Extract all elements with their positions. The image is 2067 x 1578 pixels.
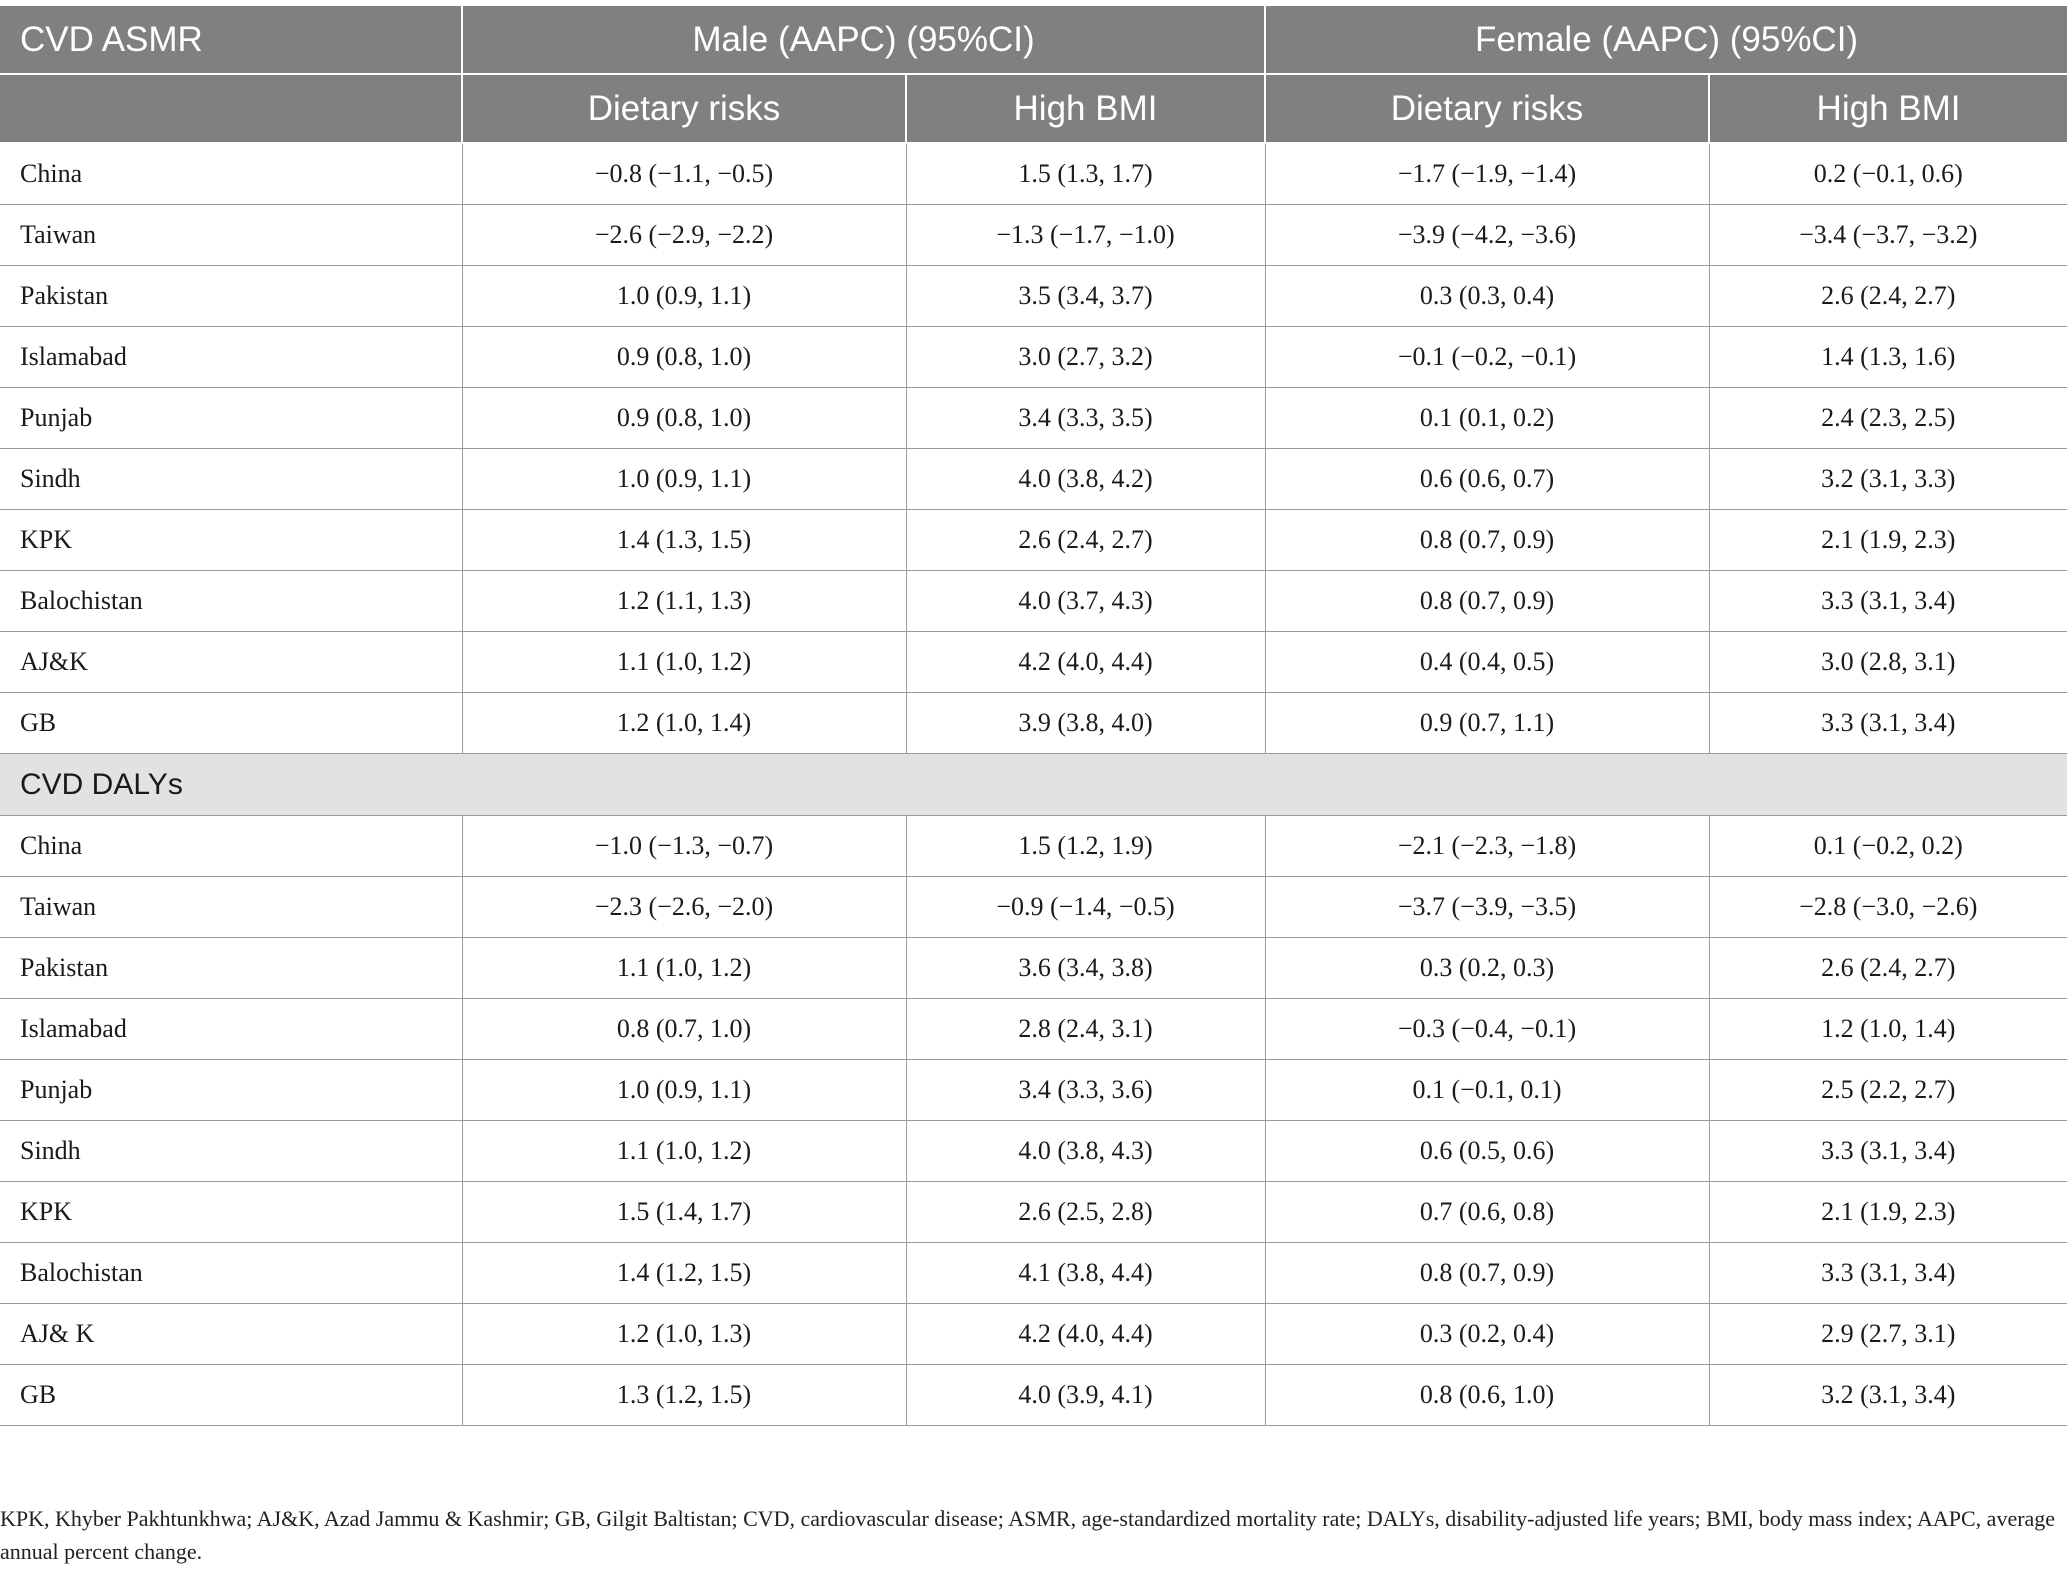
- header-empty-cell: [0, 74, 462, 143]
- female-bmi-value: 3.2 (3.1, 3.4): [1709, 1365, 2067, 1426]
- row-label: Balochistan: [0, 571, 462, 632]
- female-dietary-value: 0.3 (0.3, 0.4): [1265, 266, 1709, 327]
- male-bmi-value: 4.0 (3.9, 4.1): [906, 1365, 1265, 1426]
- aapc-table-container: [0, 6, 2067, 1426]
- female-dietary-value: 0.8 (0.7, 0.9): [1265, 510, 1709, 571]
- female-dietary-value: 0.8 (0.7, 0.9): [1265, 1243, 1709, 1304]
- female-dietary-value: −0.1 (−0.2, −0.1): [1265, 327, 1709, 388]
- table-row: [0, 999, 2067, 1060]
- female-bmi-value: 1.4 (1.3, 1.6): [1709, 327, 2067, 388]
- female-bmi-value: 2.1 (1.9, 2.3): [1709, 1182, 2067, 1243]
- male-dietary-value: 0.9 (0.8, 1.0): [462, 327, 906, 388]
- table-row: [0, 1121, 2067, 1182]
- row-label: AJ&K: [0, 632, 462, 693]
- dalys-body: [0, 816, 2067, 1426]
- table-row: [0, 510, 2067, 571]
- male-dietary-value: −1.0 (−1.3, −0.7): [462, 816, 906, 877]
- female-bmi-value: 0.2 (−0.1, 0.6): [1709, 143, 2067, 205]
- female-bmi-value: 2.6 (2.4, 2.7): [1709, 266, 2067, 327]
- female-dietary-value: 0.6 (0.5, 0.6): [1265, 1121, 1709, 1182]
- row-label: Sindh: [0, 449, 462, 510]
- male-bmi-value: 2.8 (2.4, 3.1): [906, 999, 1265, 1060]
- female-bmi-value: 3.3 (3.1, 3.4): [1709, 571, 2067, 632]
- female-dietary-value: 0.3 (0.2, 0.4): [1265, 1304, 1709, 1365]
- female-bmi-value: 2.4 (2.3, 2.5): [1709, 388, 2067, 449]
- table-footnote: KPK, Khyber Pakhtunkhwa; AJ&K, Azad Jammu & Kashmir; GB, Gilgit Baltistan; CVD, cardiovascular disease; ASMR, age-standardized mortality rate; DALYs, disability-adjusted life years; BMI, body mass index; AAPC, average annual percent change.: [0, 1506, 2056, 1564]
- female-bmi-value: 2.9 (2.7, 3.1): [1709, 1304, 2067, 1365]
- male-dietary-value: 1.5 (1.4, 1.7): [462, 1182, 906, 1243]
- male-dietary-value: 1.0 (0.9, 1.1): [462, 266, 906, 327]
- male-bmi-value: 4.1 (3.8, 4.4): [906, 1243, 1265, 1304]
- table-row: [0, 571, 2067, 632]
- header-row-groups: [0, 6, 2067, 74]
- female-bmi-value: 3.0 (2.8, 3.1): [1709, 632, 2067, 693]
- male-dietary-value: 1.1 (1.0, 1.2): [462, 632, 906, 693]
- female-bmi-value: 3.2 (3.1, 3.3): [1709, 449, 2067, 510]
- table-header: [0, 6, 2067, 143]
- row-label: Balochistan: [0, 1243, 462, 1304]
- female-bmi-value: 3.3 (3.1, 3.4): [1709, 1121, 2067, 1182]
- male-dietary-value: 1.1 (1.0, 1.2): [462, 1121, 906, 1182]
- table-row: [0, 938, 2067, 999]
- male-dietary-value: −0.8 (−1.1, −0.5): [462, 143, 906, 205]
- female-dietary-value: 0.1 (−0.1, 0.1): [1265, 1060, 1709, 1121]
- female-dietary-value: 0.7 (0.6, 0.8): [1265, 1182, 1709, 1243]
- male-bmi-value: 3.6 (3.4, 3.8): [906, 938, 1265, 999]
- male-bmi-value: 4.0 (3.8, 4.3): [906, 1121, 1265, 1182]
- header-female-bmi: High BMI: [1709, 74, 2067, 143]
- table-row: [0, 388, 2067, 449]
- header-row-subgroups: [0, 74, 2067, 143]
- table-row: [0, 1365, 2067, 1426]
- female-dietary-value: 0.1 (0.1, 0.2): [1265, 388, 1709, 449]
- male-dietary-value: 1.4 (1.3, 1.5): [462, 510, 906, 571]
- female-bmi-value: −3.4 (−3.7, −3.2): [1709, 205, 2067, 266]
- table-row: [0, 266, 2067, 327]
- male-bmi-value: 3.4 (3.3, 3.6): [906, 1060, 1265, 1121]
- female-bmi-value: 1.2 (1.0, 1.4): [1709, 999, 2067, 1060]
- row-label: AJ& K: [0, 1304, 462, 1365]
- row-label: Taiwan: [0, 877, 462, 938]
- female-bmi-value: 2.6 (2.4, 2.7): [1709, 938, 2067, 999]
- section-row-dalys: [0, 754, 2067, 816]
- female-dietary-value: −0.3 (−0.4, −0.1): [1265, 999, 1709, 1060]
- female-dietary-value: 0.4 (0.4, 0.5): [1265, 632, 1709, 693]
- header-male-bmi: High BMI: [906, 74, 1265, 143]
- female-dietary-value: −3.9 (−4.2, −3.6): [1265, 205, 1709, 266]
- female-dietary-value: 0.8 (0.6, 1.0): [1265, 1365, 1709, 1426]
- female-dietary-value: −2.1 (−2.3, −1.8): [1265, 816, 1709, 877]
- header-male-dietary: Dietary risks: [462, 74, 906, 143]
- female-dietary-value: 0.8 (0.7, 0.9): [1265, 571, 1709, 632]
- table-row: [0, 1060, 2067, 1121]
- row-label: GB: [0, 693, 462, 754]
- table-row: [0, 1243, 2067, 1304]
- male-bmi-value: 3.9 (3.8, 4.0): [906, 693, 1265, 754]
- male-dietary-value: 1.0 (0.9, 1.1): [462, 449, 906, 510]
- row-label: Punjab: [0, 1060, 462, 1121]
- male-bmi-value: 1.5 (1.2, 1.9): [906, 816, 1265, 877]
- table-row: [0, 327, 2067, 388]
- male-bmi-value: −1.3 (−1.7, −1.0): [906, 205, 1265, 266]
- male-bmi-value: 4.0 (3.8, 4.2): [906, 449, 1265, 510]
- row-label: Pakistan: [0, 938, 462, 999]
- male-bmi-value: 4.2 (4.0, 4.4): [906, 632, 1265, 693]
- table-row: [0, 632, 2067, 693]
- male-dietary-value: −2.6 (−2.9, −2.2): [462, 205, 906, 266]
- row-label: Punjab: [0, 388, 462, 449]
- female-bmi-value: 2.5 (2.2, 2.7): [1709, 1060, 2067, 1121]
- table-row: [0, 1182, 2067, 1243]
- row-label: China: [0, 816, 462, 877]
- male-dietary-value: 1.2 (1.0, 1.3): [462, 1304, 906, 1365]
- header-cvd-asmr: CVD ASMR: [0, 6, 462, 74]
- table-row: [0, 877, 2067, 938]
- female-dietary-value: 0.6 (0.6, 0.7): [1265, 449, 1709, 510]
- male-bmi-value: 4.0 (3.7, 4.3): [906, 571, 1265, 632]
- female-bmi-value: 3.3 (3.1, 3.4): [1709, 693, 2067, 754]
- dalys-section: [0, 754, 2067, 816]
- male-dietary-value: 0.8 (0.7, 1.0): [462, 999, 906, 1060]
- female-dietary-value: 0.9 (0.7, 1.1): [1265, 693, 1709, 754]
- row-label: Sindh: [0, 1121, 462, 1182]
- row-label: Pakistan: [0, 266, 462, 327]
- header-female-dietary: Dietary risks: [1265, 74, 1709, 143]
- row-label: Taiwan: [0, 205, 462, 266]
- male-dietary-value: 1.1 (1.0, 1.2): [462, 938, 906, 999]
- row-label: China: [0, 143, 462, 205]
- female-bmi-value: 0.1 (−0.2, 0.2): [1709, 816, 2067, 877]
- asmr-body: [0, 143, 2067, 754]
- male-bmi-value: 3.0 (2.7, 3.2): [906, 327, 1265, 388]
- header-male-group: Male (AAPC) (95%CI): [462, 6, 1265, 74]
- male-dietary-value: 1.3 (1.2, 1.5): [462, 1365, 906, 1426]
- male-dietary-value: 1.2 (1.1, 1.3): [462, 571, 906, 632]
- male-dietary-value: 0.9 (0.8, 1.0): [462, 388, 906, 449]
- table-row: [0, 693, 2067, 754]
- male-dietary-value: 1.2 (1.0, 1.4): [462, 693, 906, 754]
- male-dietary-value: 1.4 (1.2, 1.5): [462, 1243, 906, 1304]
- female-dietary-value: −3.7 (−3.9, −3.5): [1265, 877, 1709, 938]
- table-row: [0, 449, 2067, 510]
- male-bmi-value: 3.4 (3.3, 3.5): [906, 388, 1265, 449]
- male-bmi-value: 4.2 (4.0, 4.4): [906, 1304, 1265, 1365]
- table-row: [0, 205, 2067, 266]
- male-bmi-value: −0.9 (−1.4, −0.5): [906, 877, 1265, 938]
- female-dietary-value: −1.7 (−1.9, −1.4): [1265, 143, 1709, 205]
- row-label: KPK: [0, 510, 462, 571]
- section-label-dalys: CVD DALYs: [0, 754, 2067, 816]
- female-bmi-value: 2.1 (1.9, 2.3): [1709, 510, 2067, 571]
- table-row: [0, 143, 2067, 205]
- female-bmi-value: 3.3 (3.1, 3.4): [1709, 1243, 2067, 1304]
- male-bmi-value: 1.5 (1.3, 1.7): [906, 143, 1265, 205]
- row-label: Islamabad: [0, 999, 462, 1060]
- aapc-table: [0, 6, 2067, 1426]
- header-female-group: Female (AAPC) (95%CI): [1265, 6, 2067, 74]
- male-bmi-value: 2.6 (2.5, 2.8): [906, 1182, 1265, 1243]
- female-dietary-value: 0.3 (0.2, 0.3): [1265, 938, 1709, 999]
- table-row: [0, 816, 2067, 877]
- male-dietary-value: 1.0 (0.9, 1.1): [462, 1060, 906, 1121]
- male-dietary-value: −2.3 (−2.6, −2.0): [462, 877, 906, 938]
- female-bmi-value: −2.8 (−3.0, −2.6): [1709, 877, 2067, 938]
- male-bmi-value: 2.6 (2.4, 2.7): [906, 510, 1265, 571]
- row-label: KPK: [0, 1182, 462, 1243]
- row-label: Islamabad: [0, 327, 462, 388]
- table-row: [0, 1304, 2067, 1365]
- male-bmi-value: 3.5 (3.4, 3.7): [906, 266, 1265, 327]
- row-label: GB: [0, 1365, 462, 1426]
